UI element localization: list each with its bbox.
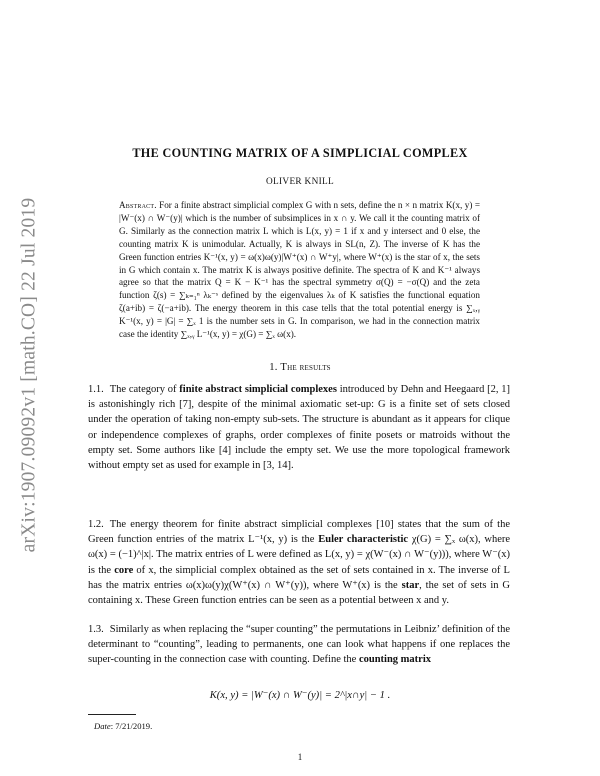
paragraph-text: Similarly as when replacing the “super counting” the permutations in Leibniz’ definition of the determinant to “counting”, leading to permanents, one can look what happens if one replaces the super-counting in the connection case with counting. Define the bbox=[88, 624, 510, 666]
arxiv-stamp-text: arXiv:1907.09092v1 [math.CO] 22 Jul 2019 bbox=[18, 197, 40, 553]
counting-matrix-equation: K(x, y) = |W⁻(x) ∩ W⁻(y)| = 2^|x∩y| − 1 . bbox=[209, 690, 391, 701]
paragraph-1-3 bbox=[88, 622, 510, 668]
bold-term: Euler characteristic bbox=[318, 534, 409, 546]
footnote-date bbox=[94, 721, 152, 731]
paragraph-1-2 bbox=[88, 517, 510, 608]
bold-term: counting matrix bbox=[358, 654, 432, 666]
bold-term: core bbox=[114, 564, 134, 576]
paragraph-text: χ(G) = ∑ₓ ω(x), where ω(x) = (−1)^|x|. The matrix entries of L were defined as L(x, y) = χ(W⁻(x) ∩ W⁻(y))), where W⁻(x) is the bbox=[88, 534, 511, 576]
footnote-rule bbox=[88, 714, 136, 715]
paragraph-text: The category of bbox=[109, 384, 180, 395]
paragraph-1-1 bbox=[88, 382, 510, 473]
paragraph-text: , the set of sets in G containing x. These Green function entries can be seen as a potential between x and y. bbox=[88, 579, 510, 607]
paragraph-text: of x, the simplicial complex obtained as the set of sets contained in x. The inverse of L has the matrix entries ω(x)ω(y)χ(W⁺(x) ∩ W⁺(y)), where W⁺(x) is the bbox=[88, 564, 510, 591]
section-title: The results bbox=[280, 362, 331, 373]
abstract-label: Abstract. bbox=[119, 200, 157, 210]
arxiv-stamp bbox=[14, 165, 44, 585]
paragraph-text: The energy theorem for finite abstract simplicial complexes [10] states that the sum of the Green function entries of the matrix L⁻¹(x, y) is the bbox=[88, 519, 510, 546]
paragraph-text: introduced by Dehn and Heegaard [2, 1] is astonishingly rich [7], despite of the minimal axiomatic set-up: G is a finite set of sets closed under the operation of taking non-empty sub-sets. The structure is abundant as it appears for clique or independence complexes of graphs, order complexes of finite posets or matroids without the empty set. Some authors like [4] include the empty set. We use the more topological framework without empty set as used for example in [3, 14]. bbox=[88, 384, 511, 472]
date-label: Date bbox=[94, 721, 111, 731]
abstract-text: For a finite abstract simplicial complex G with n sets, define the n × n matrix K(x, y) = |W⁻(x) ∩ W⁻(y)| which is the number of subsimplices in x ∩ y. We call it the counting matrix of G. Similarly as the connection matrix L which is L(x, y) = 1 if x and y intersect and 0 else, the counting matrix K is unimodular. Actually, K is always in SL(n, Z). The inverse of K has the Green function entries K⁻¹(x, y) = ω(x)ω(y)|W⁺(x) ∩ W⁺y|, where W⁺(x) is the star of x, the sets in G which contain x. The matrix K is always positive definite. The spectra of K and K⁻¹ always agree so that the matrix Q = K − K⁻¹ has the spectral symmetry σ(Q) = −σ(Q) and the zeta function ζ(s) = ∑ₖ₌₁ⁿ λₖ⁻ˢ defined by the eigenvalues λₖ of K satisfies the functional equation ζ(a+ib) = ζ(−a+ib). The energy theorem in this case tells that the total potential energy is ∑ₓ,ᵧ K⁻¹(x, y) = |G| = ∑ₓ 1 is the number sets in G. In comparison, we had in the connection matrix case the identity ∑ₓ,ᵧ L⁻¹(x, y) = χ(G) = ∑ₓ ω(x). bbox=[119, 200, 481, 340]
section-number: 1. bbox=[269, 362, 278, 373]
bold-term: star bbox=[401, 579, 420, 591]
paragraph-number: 1.2. bbox=[88, 519, 104, 530]
paper-title: THE COUNTING MATRIX OF A SIMPLICIAL COMPLEX bbox=[132, 146, 468, 160]
date-value: : 7/21/2019. bbox=[110, 721, 153, 731]
section-heading bbox=[0, 362, 600, 373]
paragraph-number: 1.1. bbox=[88, 384, 104, 395]
paragraph-number: 1.3. bbox=[88, 624, 104, 635]
author-name: OLIVER KNILL bbox=[266, 177, 334, 187]
page-number: 1 bbox=[297, 752, 303, 762]
abstract bbox=[119, 199, 480, 341]
bold-term: finite abstract simplicial complexes bbox=[179, 384, 337, 395]
